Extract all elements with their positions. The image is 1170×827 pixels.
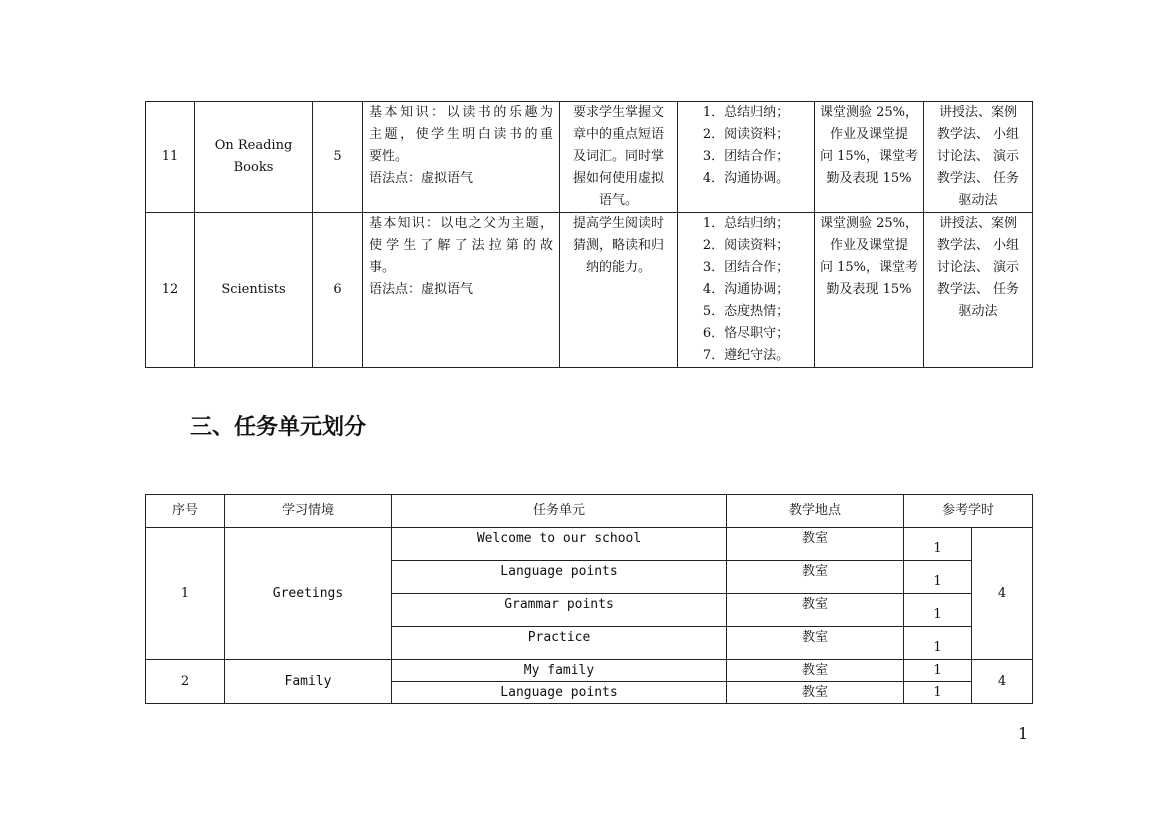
header-no: 序号 <box>146 495 225 528</box>
method-cell: 讲授法、案例 教学法、 小组 讨论法、 演示 教学法、 任务 驱动法 <box>924 213 1033 368</box>
header-hours: 参考学时 <box>904 495 1033 528</box>
unit-hours: 1 <box>904 528 972 561</box>
table-row <box>146 660 1033 682</box>
objective-cell: 要求学生掌握文 章中的重点短语 及词汇。同时掌 握如何使用虚拟 语气。 <box>560 102 678 213</box>
situation-name: Family <box>225 660 392 704</box>
unit-name: Grammar points <box>392 594 727 627</box>
unit-location: 教室 <box>727 660 904 682</box>
group-total-hours: 4 <box>972 660 1033 704</box>
assessment-cell: 课堂测验 25%， 作业及课堂提 问 15%，课堂考 勤及表现 15% <box>815 102 924 213</box>
quality-cell: 1．总结归纳； 2．阅读资料； 3．团结合作； 4．沟通协调； 5．态度热情； 6．恪尽职守； 7．遵纪守法。 <box>678 213 815 368</box>
unit-hours: 1 <box>904 561 972 594</box>
group-number: 1 <box>146 528 225 660</box>
row-number: 11 <box>146 102 195 213</box>
unit-name: My family <box>392 660 727 682</box>
section-heading: 三、任务单元划分 <box>190 415 367 440</box>
unit-name: Language points <box>392 682 727 704</box>
unit-location: 教室 <box>727 561 904 594</box>
group-number: 2 <box>146 660 225 704</box>
header-situation: 学习情境 <box>225 495 392 528</box>
unit-title: On Reading Books <box>195 102 313 213</box>
header-location: 教学地点 <box>727 495 904 528</box>
situation-name: Greetings <box>225 528 392 660</box>
table-header-row <box>146 495 1033 528</box>
header-unit: 任务单元 <box>392 495 727 528</box>
table-row <box>146 213 1033 368</box>
unit-location: 教室 <box>727 627 904 660</box>
unit-hours: 1 <box>904 627 972 660</box>
unit-title: Scientists <box>195 213 313 368</box>
page-number: 1 <box>1018 724 1029 743</box>
content-cell: 基本知识：以电之父为主题， 使学生了解了法拉第的故 事。 语法点：虚拟语气 <box>363 213 560 368</box>
group-total-hours: 4 <box>972 528 1033 660</box>
quality-cell: 1．总结归纳； 2．阅读资料； 3．团结合作； 4．沟通协调。 <box>678 102 815 213</box>
assessment-cell: 课堂测验 25%， 作业及课堂提 问 15%，课堂考 勤及表现 15% <box>815 213 924 368</box>
table-row <box>146 102 1033 213</box>
unit-hours: 5 <box>313 102 363 213</box>
objective-cell: 提高学生阅读时 猜测，略读和归 纳的能力。 <box>560 213 678 368</box>
course-content-table <box>145 101 1033 368</box>
row-number: 12 <box>146 213 195 368</box>
method-cell: 讲授法、案例 教学法、 小组 讨论法、 演示 教学法、 任务 驱动法 <box>924 102 1033 213</box>
task-unit-table <box>145 494 1033 704</box>
unit-hours: 1 <box>904 594 972 627</box>
unit-location: 教室 <box>727 528 904 561</box>
unit-name: Welcome to our school <box>392 528 727 561</box>
unit-name: Practice <box>392 627 727 660</box>
table-row <box>146 528 1033 561</box>
unit-location: 教室 <box>727 594 904 627</box>
unit-hours: 1 <box>904 682 972 704</box>
unit-hours: 6 <box>313 213 363 368</box>
unit-hours: 1 <box>904 660 972 682</box>
content-cell: 基本知识：以读书的乐趣为 主题，使学生明白读书的重 要性。 语法点：虚拟语气 <box>363 102 560 213</box>
unit-location: 教室 <box>727 682 904 704</box>
unit-name: Language points <box>392 561 727 594</box>
